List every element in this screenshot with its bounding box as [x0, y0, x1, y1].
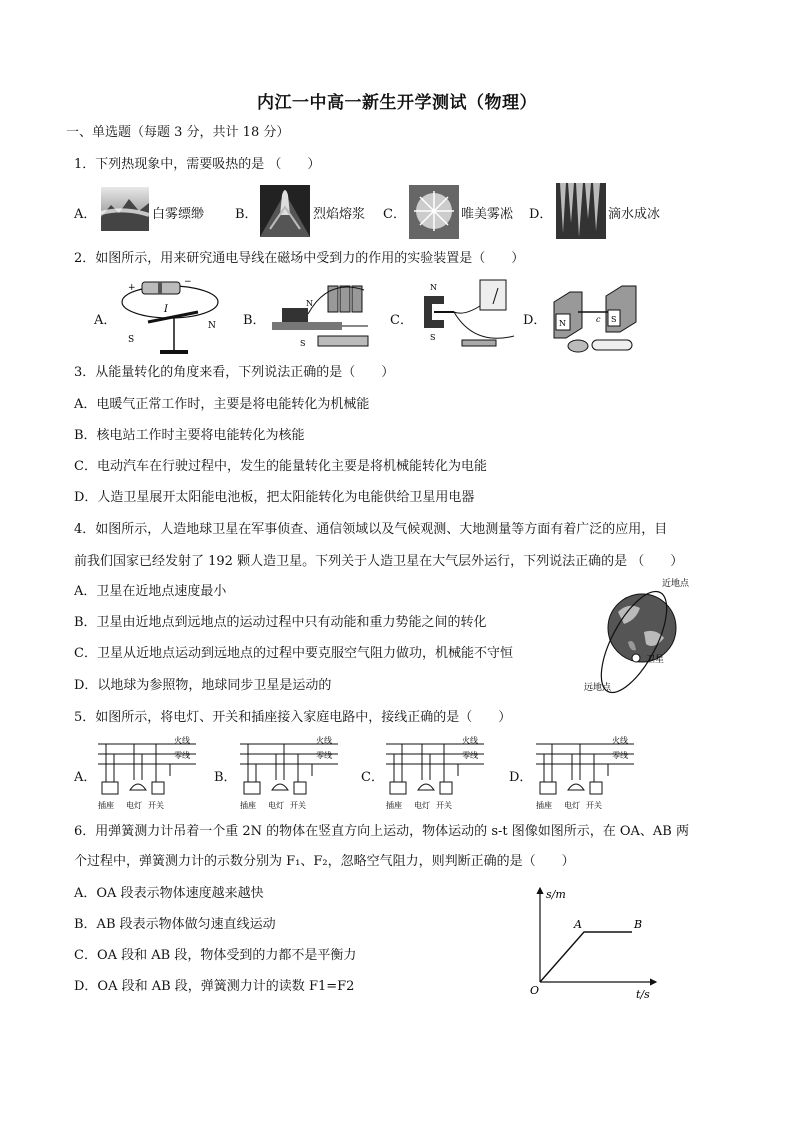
- lamp-label-b: 电灯: [268, 801, 284, 810]
- socket-label-c: 插座: [386, 801, 402, 810]
- q3-option-d: D．人造卫星展开太阳能电池板，把太阳能转化为电能供给卫星用电器: [74, 490, 475, 505]
- electromagnet-apparatus: [268, 278, 378, 354]
- q4-stem-line2: 前我们国家已经发射了 192 颗人造卫星。下列关于人造卫星在大气层外运行，下列说法正确的是 （ ）: [74, 554, 684, 569]
- fire-wire-label-a: 火线: [174, 736, 190, 745]
- section-heading: 一、单选题（每题 3 分，共计 18 分）: [66, 125, 290, 140]
- zero-wire-label-b: 零线: [316, 751, 332, 760]
- lamp-label-d: 电灯: [564, 801, 580, 810]
- q2-stem: 2．如图所示，用来研究通电导线在磁场中受到力的作用的实验装置是（ ）: [74, 251, 525, 266]
- lamp-label-a: 电灯: [126, 801, 142, 810]
- x-axis-label: t/s: [636, 988, 650, 1001]
- satellite-label: 卫星: [646, 655, 665, 665]
- q5-letter-d: D．: [509, 770, 533, 785]
- socket-label-a: 插座: [98, 801, 114, 810]
- switch-label-b: 开关: [290, 801, 306, 810]
- s-label-d: S: [611, 315, 617, 324]
- icicle-photo: [556, 183, 606, 239]
- q2-letter-a: A．: [94, 313, 117, 328]
- q4-option-b: B．卫星由近地点到远地点的运动过程中只有动能和重力势能之间的转化: [74, 615, 487, 630]
- circuit-a: [98, 736, 196, 812]
- q1-option-d-text: 滴水成冰: [608, 207, 661, 222]
- galvanometer-apparatus: [414, 276, 518, 356]
- s-label-c: S: [430, 333, 436, 342]
- q4-option-a: A．卫星在近地点速度最小: [74, 584, 227, 599]
- fire-wire-label-c: 火线: [462, 736, 478, 745]
- circuit-c: [386, 736, 484, 812]
- s-t-line: [540, 932, 632, 982]
- current-label: I: [164, 304, 168, 315]
- circuit-b: [240, 736, 338, 812]
- s-t-graph: [524, 882, 664, 1002]
- page-title: 内江一中高一新生开学测试（物理）: [257, 93, 537, 113]
- q6-stem-line1: 6．用弹簧测力计吊着一个重 2N 的物体在竖直方向上运动，物体运动的 s-t 图像如图所示，在 OA、AB 两: [74, 824, 689, 839]
- switch-label-c: 开关: [436, 801, 452, 810]
- s-label-b: S: [300, 339, 306, 348]
- y-axis-label: s/m: [546, 888, 566, 901]
- circuit-d: [536, 736, 634, 812]
- q1-option-b-text: 烈焰熔浆: [313, 207, 366, 222]
- q5-letter-b: B．: [214, 770, 237, 785]
- q5-stem: 5．如图所示，将电灯、开关和插座接入家庭电路中，接线正确的是（ ）: [74, 710, 512, 725]
- q2-letter-b: B．: [243, 313, 266, 328]
- lava-photo: [260, 185, 310, 237]
- socket-label-d: 插座: [536, 801, 552, 810]
- apogee-label: 远地点: [584, 683, 612, 693]
- n-label-a: N: [208, 321, 216, 331]
- s-label-a: S: [128, 335, 135, 345]
- q3-option-b: B．核电站工作时主要将电能转化为核能: [74, 428, 305, 443]
- svg-text:+: +: [128, 283, 136, 293]
- satellite-orbit-figure: [584, 572, 724, 696]
- q3-option-c: C．电动汽车在行驶过程中，发生的能量转化主要是将机械能转化为电能: [74, 459, 487, 474]
- q6-option-a: A．OA 段表示物体速度越来越快: [74, 886, 264, 901]
- switch-label-d: 开关: [586, 801, 602, 810]
- motor-principle-apparatus: [548, 282, 640, 356]
- q3-option-a: A．电暖气正常工作时，主要是将电能转化为机械能: [74, 397, 370, 412]
- q6-option-b: B．AB 段表示物体做匀速直线运动: [74, 917, 276, 932]
- point-a-label: A: [574, 918, 582, 931]
- c-label: c: [596, 315, 601, 324]
- rime-photo: [409, 185, 459, 239]
- oersted-apparatus: [118, 276, 222, 360]
- fire-wire-label-b: 火线: [316, 736, 332, 745]
- point-b-label: B: [634, 918, 643, 931]
- q1-letter-b: B．: [235, 207, 258, 222]
- q2-letter-c: C．: [390, 313, 413, 328]
- perigee-label: 近地点: [662, 579, 690, 589]
- n-label-d: N: [559, 319, 566, 328]
- q4-stem-line1: 4．如图所示，人造地球卫星在军事侦查、通信领域以及气候观测、大地测量等方面有着广泛的应用，目: [74, 522, 668, 537]
- q1-stem: 1．下列热现象中，需要吸热的是 （ ）: [74, 157, 321, 172]
- q1-letter-c: C．: [383, 207, 406, 222]
- lamp-label-c: 电灯: [414, 801, 430, 810]
- q6-stem-line2: 个过程中，弹簧测力计的示数分别为 F₁、F₂，忽略空气阻力，则判断正确的是（ ）: [74, 854, 575, 869]
- q6-option-d: D．OA 段和 AB 段，弹簧测力计的读数 F1=F2: [74, 979, 355, 994]
- switch-label-a: 开关: [148, 801, 164, 810]
- q5-letter-c: C．: [361, 770, 384, 785]
- n-label-c: N: [430, 283, 437, 292]
- q4-option-d: D．以地球为参照物，地球同步卫星是运动的: [74, 678, 332, 693]
- zero-wire-label-d: 零线: [612, 751, 628, 760]
- q2-letter-d: D．: [523, 313, 547, 328]
- zero-wire-label-a: 零线: [174, 751, 190, 760]
- socket-label-b: 插座: [240, 801, 256, 810]
- n-label-b: N: [306, 299, 313, 308]
- q1-letter-d: D．: [529, 207, 553, 222]
- q4-option-c: C．卫星从近地点运动到远地点的过程中要克服空气阻力做功，机械能不守恒: [74, 646, 513, 661]
- fog-photo: [101, 187, 149, 231]
- q5-letter-a: A．: [74, 770, 97, 785]
- zero-wire-label-c: 零线: [462, 751, 478, 760]
- fire-wire-label-d: 火线: [612, 736, 628, 745]
- q1-option-c-text: 唯美雾凇: [461, 207, 514, 222]
- q6-option-c: C．OA 段和 AB 段，物体受到的力都不是平衡力: [74, 948, 357, 963]
- svg-text:−: −: [184, 277, 192, 287]
- origin-label: O: [530, 984, 540, 997]
- q1-option-a-text: 白雾缥缈: [152, 207, 205, 222]
- q3-stem: 3．从能量转化的角度来看，下列说法正确的是（ ）: [74, 365, 395, 380]
- q1-letter-a: A．: [74, 207, 97, 222]
